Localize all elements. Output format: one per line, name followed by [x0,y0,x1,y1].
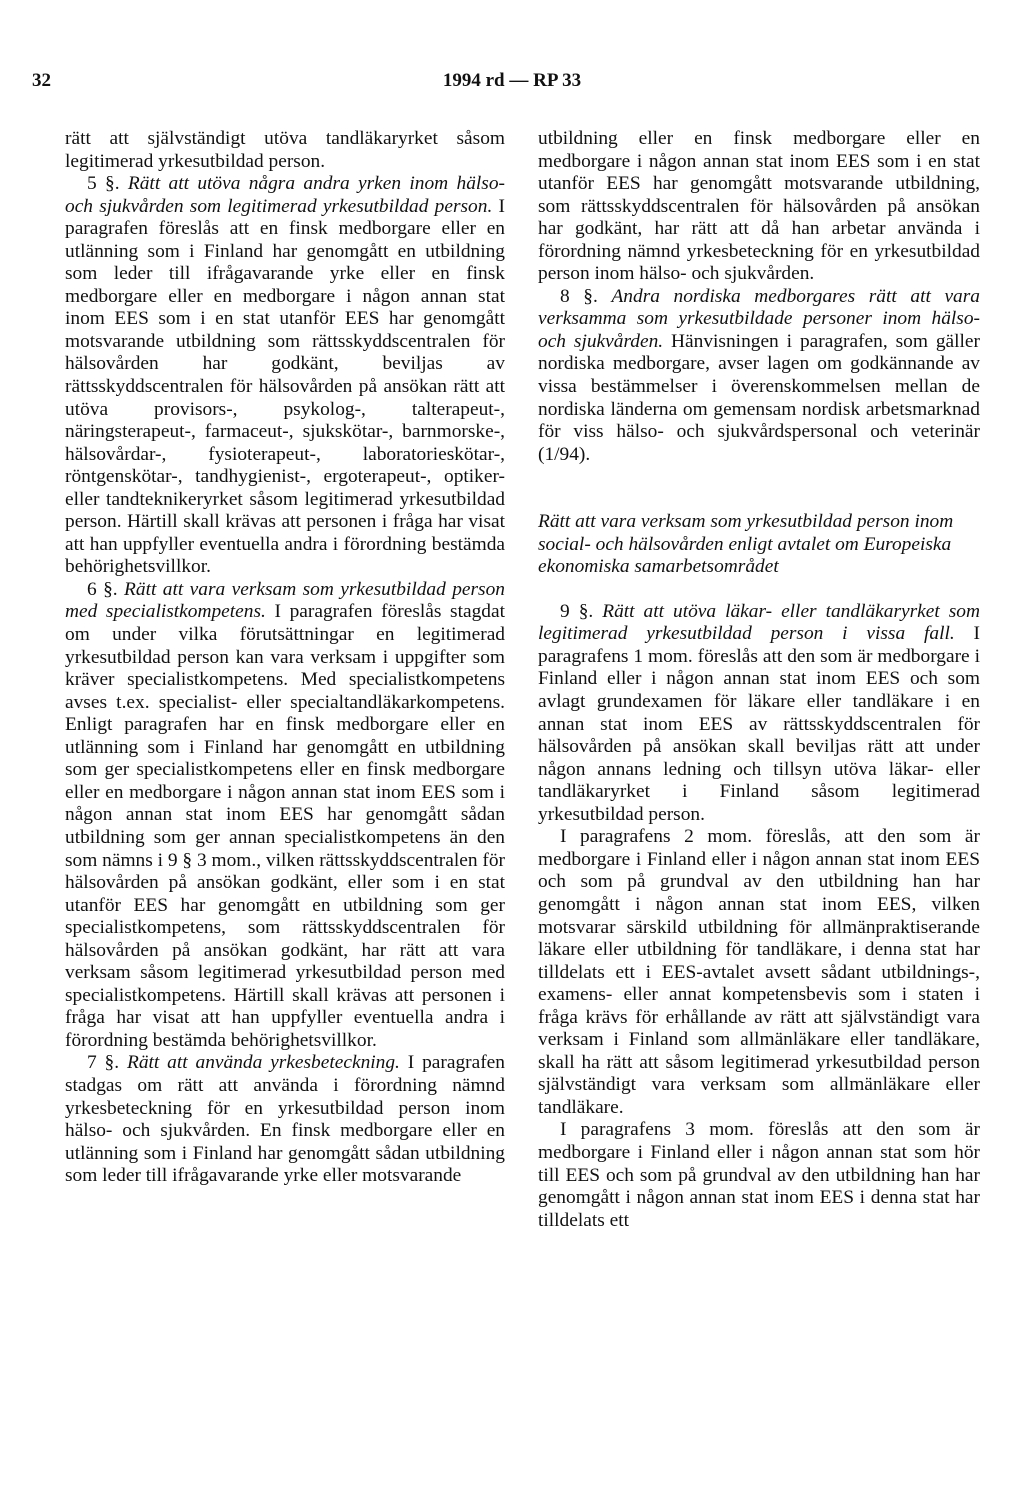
paragraph: I paragrafens 2 mom. föreslås, att den som är medborgare i Finland eller i någon annan stat inom EES och som på grundval av den utbildning han har genomgått i någon annan stat inom EES, vilken motsvarar särskild utbildning för allmänpraktiserande läkare eller utbildning för tandläkare, i denna stat har tilldelats ett i EES-avtalet avsett sådant utbildnings-, examens- eller annat kompetensbevis som i staten i fråga krävs för erhållande av rätt att självständigt vara verksam i Finland som allmänläkare eller tandläkare, skall ha rätt att såsom legitimerad yrkesutbildad person självständigt vara verksam som allmänläkare eller tandläkare. [538,826,980,1118]
running-title: 1994 rd — RP 33 [442,70,582,91]
chapter-heading: Rätt att vara verksam som yrkesutbildad person inom social- och hälsovården enligt avtalet om Europeiska ekonomiska samarbetsområdet [538,511,954,578]
section-text: Hänvisningen i paragrafen, som gäller nordiska medborgare, avser lagen om godkännande av vissa bestämmelser i överenskommelsen mellan de nordiska länderna om gemensam nordisk arbetsmarknad för viss hälso- och sjukvårdspersonal och veterinär (1/94). [538,330,980,465]
right-column [538,128,980,1232]
section-title: Rätt att utöva några andra yrken inom hälso- och sjukvården som legitimerad yrkesutbildad person. [65,173,505,217]
paragraph: utbildning eller en finsk medborgare eller en medborgare i någon annan stat inom EES som i en stat utanför EES har genomgått motsvarande utbildning, som rättsskyddscentralen för hälsovården på ansökan har godkänt, har rätt att då han arbetar använda i förordning nämnd yrkesbeteckning för en yrkesutbildad person inom hälso- och sjukvården. [538,128,980,285]
section-title: Rätt att utöva läkar- eller tandläkaryrket som legitimerad yrkesutbildad person i vissa fall. [538,600,980,645]
section-title: Rätt att vara verksam som yrkesutbildad person med specialistkompetens. [65,578,505,623]
page-header [32,70,992,100]
section-text: I paragrafens 1 mom. föreslås att den som är medborgare i Finland eller i någon annan stat inom EES och som avlagt grundexamen för läkare eller tandläkare i en annan stat inom EES av rättsskyddscentralen för hälsovården på ansökan skall beviljas rätt att under någon annans ledning och tillsyn utöva läkar- eller tandläkaryrket i Finland såsom legitimerad yrkesutbildad person. [538,623,980,825]
section-text: I paragrafen föreslås att en finsk medborgare eller en utlänning som i Finland har genomgått en utbildning som leder till ifrågavarande yrke eller en finsk medborgare eller en medborgare i någon annan stat inom EES som i en stat utanför EES har genomgått motsvarande utbildning som rättsskyddscentralen för hälsovården har godkänt, beviljas av rättsskyddscentralen för hälsovården på ansökan rätt att utöva provisors-, psykolog-, talterapeut-, näringsterapeut-, farmaceut-, sjukskötar-, barnmorske-, hälsovårdar-, fysioterapeut-, laboratorieskötar-, röntgenskötar-, tandhygienist-, ergoterapeut-, optiker- eller tandteknikeryrket såsom legitimerad yrkesutbildad person. Härtill skall krävas att personen i fråga har visat att han uppfyller eventuella andra i förordning bestämda behörighetsvillkor. [65,195,505,578]
section-number: 6 §. [87,578,118,600]
left-column [65,128,505,1188]
section-number: 5 §. [87,173,120,195]
section-title: Andra nordiska medborgares rätt att vara verksamma som yrkesutbildade personer inom hälso- och sjukvården. [538,285,980,352]
section-7 [65,1052,505,1187]
page-number: 32 [32,70,51,91]
section-5 [65,173,505,579]
section-9 [538,601,980,826]
paragraph: rätt att självständigt utöva tandläkaryrket såsom legitimerad yrkesutbildad person. [65,128,505,172]
paragraph: I paragrafens 3 mom. föreslås att den som är medborgare i Finland eller i någon annan stat som hör till EES och som på grundval av den utbildning han har genomgått i någon annan stat inom EES i denna stat har tilldelats ett [538,1119,980,1231]
section-text: I paragrafen stadgas om rätt att använda i förordning nämnd yrkesbeteckning för en yrkesutbildad person inom hälso- och sjukvården. En finsk medborgare eller en utlänning som i Finland har genomgått sådan utbildning som leder till ifrågavarande yrke eller motsvarande [65,1052,505,1187]
section-number: 8 §. [560,285,598,307]
section-text: I paragrafen föreslås stagdat om under vilka förutsättningar en legitimerad yrkesutbildad person kan vara verksam i uppgifter som kräver specialistkompetens. Med specialistkompetens avses t.ex. specialist- eller specialtandläkarkompetens. Enligt paragrafen har en finsk medborgare eller en utlänning som i Finland har genomgått en utbildning som ger specialistkompetens eller en finsk medborgare eller en medborgare i någon annan stat inom EES som i någon annan stat inom EES har genomgått sådan utbildning som ger annan specialistkompetens än den som nämns i 9 § 3 mom., vilken rättsskyddscentralen för hälsovården på ansökan godkänt, eller som i en stat utanför EES har genomgått en utbildning som ger specialistkompetens, som rättsskyddscentralen för hälsovården på ansökan godkänt, har rätt att vara verksam såsom legitimerad yrkesutbildad person med specialistkompetens. Härtill skall krävas att personen i fråga har visat att han uppfyller eventuella andra i förordning bestämda behörighetsvillkor. [65,601,505,1051]
section-8 [538,286,980,466]
section-number: 7 §. [87,1052,120,1074]
section-title: Rätt att använda yrkesbeteckning. [126,1052,400,1074]
section-6 [65,579,505,1052]
section-number: 9 §. [560,600,594,622]
